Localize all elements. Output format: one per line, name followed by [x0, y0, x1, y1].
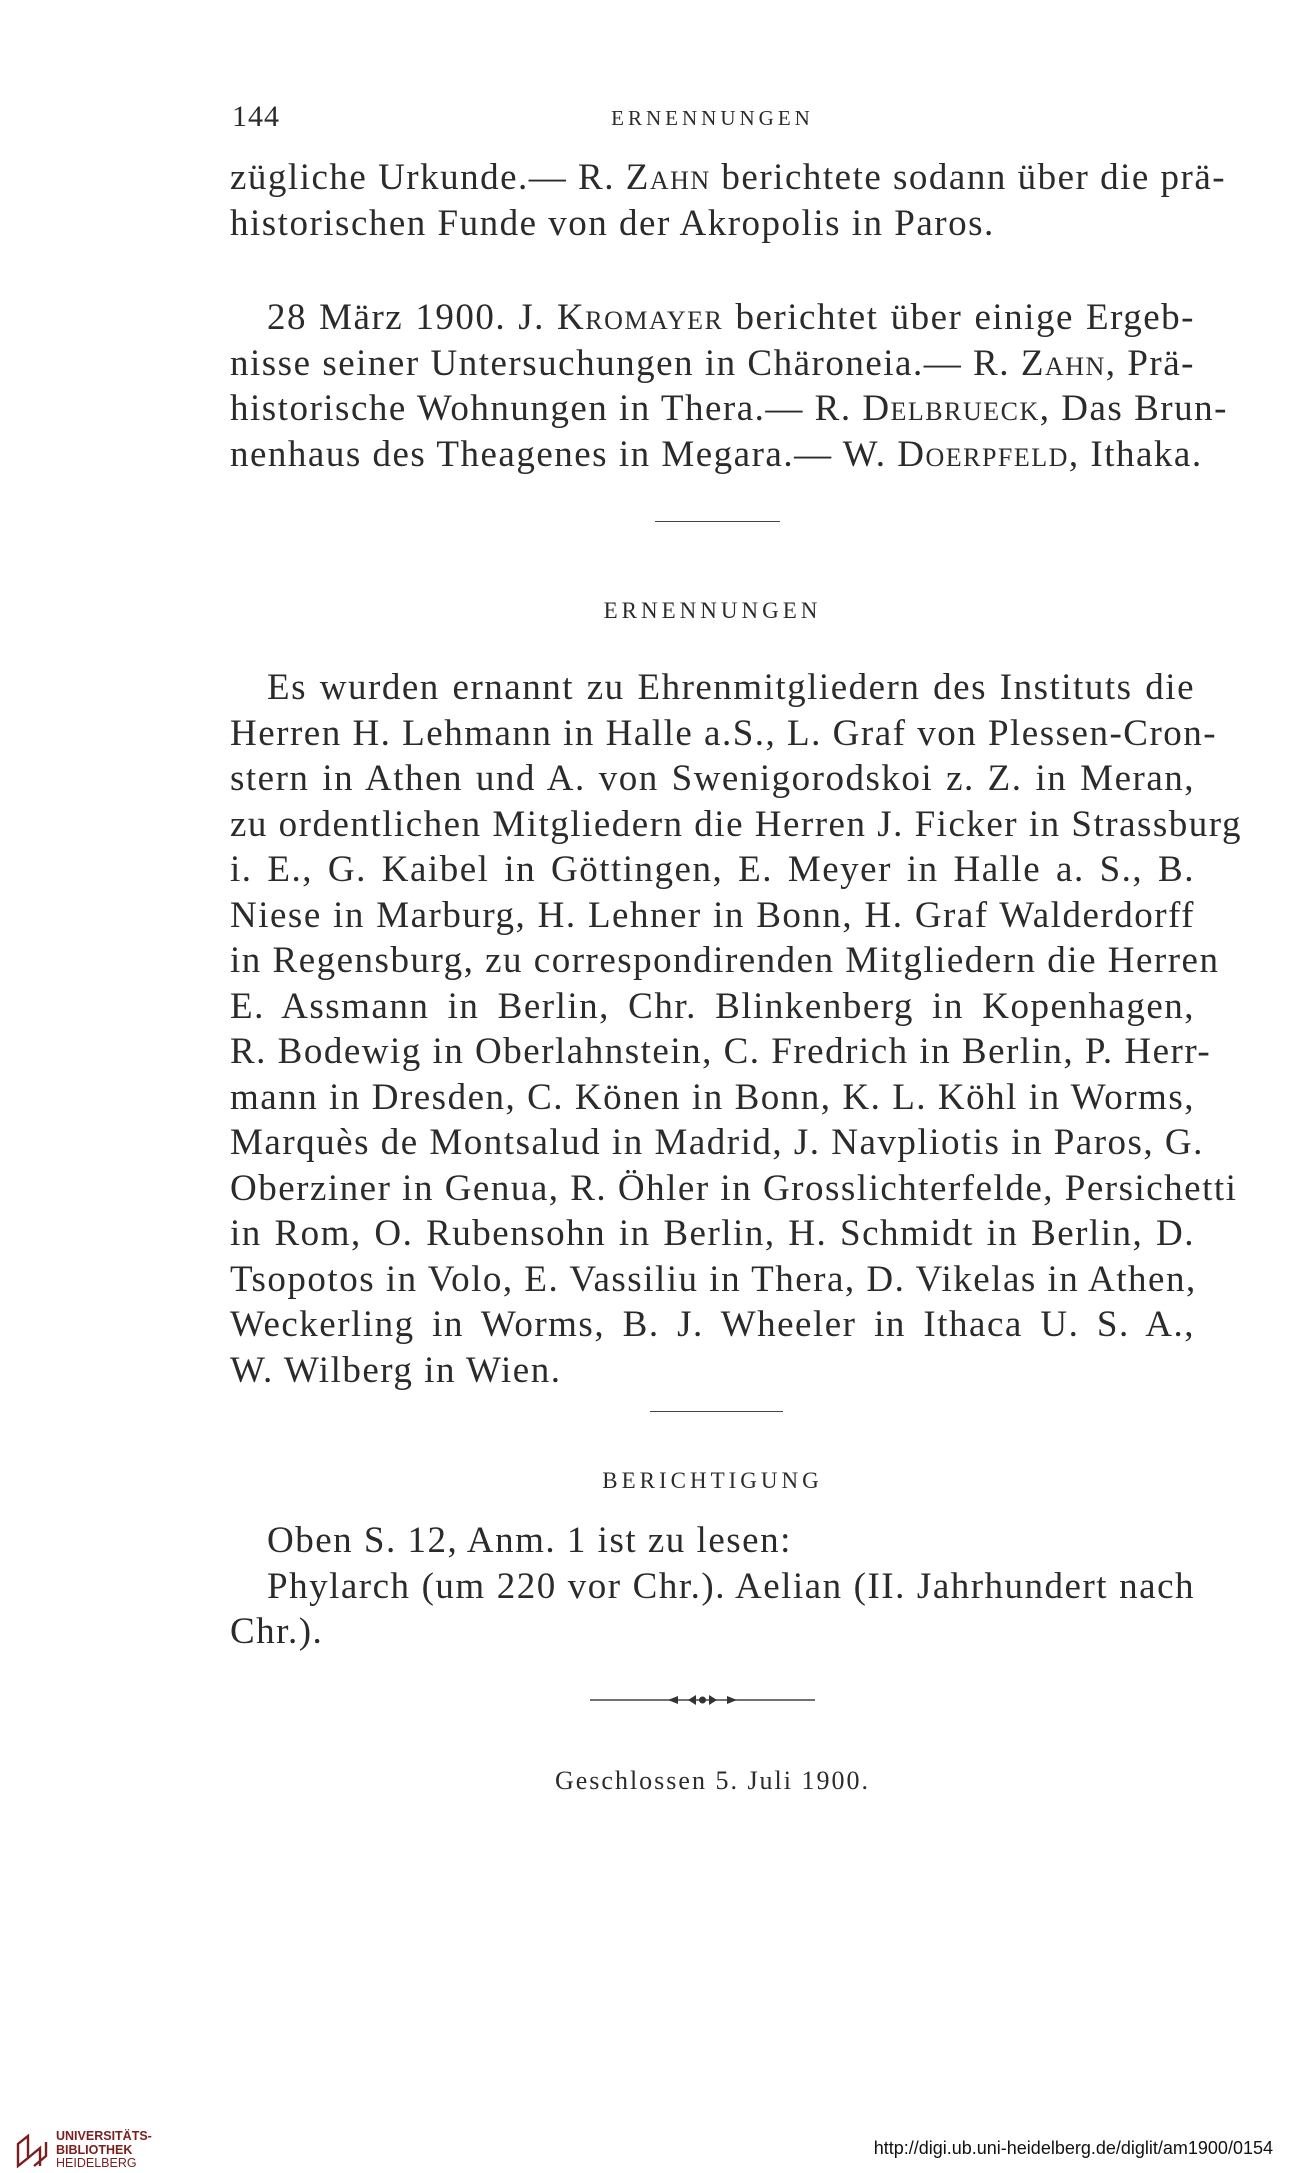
text-line: in Rom, O. Rubensohn in Berlin, H. Schmidt in Berlin, D.	[230, 1213, 1195, 1254]
text-line: stern in Athen und A. von Swenigorodskoi z. Z. in Meran,	[230, 758, 1195, 799]
page-header	[230, 100, 1195, 140]
text-line: Herren H. Lehmann in Halle a.S., L. Graf von Plessen-Cron-	[230, 712, 1218, 754]
berichtigung-paragraph	[230, 1518, 1195, 1655]
text-line: 28 März 1900. J. Kromayer berichtet über einige Ergeb-	[267, 297, 1195, 338]
text-line: zügliche Urkunde.— R. Zahn berichtete sodann über die prä-	[230, 157, 1227, 198]
library-name-line: HEIDELBERG	[56, 2156, 137, 2170]
text-line: W. Wilberg in Wien.	[230, 1349, 562, 1391]
text-line: Es wurden ernannt zu Ehrenmitgliedern des Instituts die	[267, 667, 1195, 708]
author-name: Kromayer	[557, 297, 724, 338]
text-line: nenhaus des Theagenes in Megara.— W. Doerpfeld, Ithaka.	[230, 433, 1203, 475]
text-line: zu ordentlichen Mitgliedern die Herren J. Ficker in Strassburg	[230, 803, 1242, 845]
text-line: Oberziner in Genua, R. Öhler in Grosslichterfelde, Persichetti	[230, 1167, 1238, 1209]
page-number: 144	[232, 100, 280, 133]
intro-paragraph	[230, 155, 1227, 246]
source-url[interactable]: http://digi.ub.uni-heidelberg.de/diglit/am1900/0154	[873, 2138, 1273, 2158]
library-logo	[14, 2128, 184, 2172]
text-line: Oben S. 12, Anm. 1 ist zu lesen:	[267, 1520, 792, 1561]
text-line: historische Wohnungen in Thera.— R. Delbrueck, Das Brun-	[230, 388, 1228, 429]
text-line: Chr.).	[230, 1611, 324, 1652]
text-line: Marquès de Montsalud in Madrid, J. Navpliotis in Paros, G.	[230, 1122, 1204, 1163]
library-seal-icon	[14, 2132, 50, 2168]
heading-berichtigung: BERICHTIGUNG	[602, 1468, 823, 1493]
meeting-paragraph	[230, 295, 1228, 477]
text-line: mann in Dresden, C. Könen in Bonn, K. L. Köhl in Worms,	[230, 1076, 1195, 1118]
ornament-divider	[590, 1693, 815, 1707]
author-name: Zahn	[1020, 342, 1106, 384]
section-divider	[655, 521, 780, 522]
text-line: Phylarch (um 220 vor Chr.). Aelian (II. Jahrhundert nach	[267, 1565, 1195, 1607]
author-name: Delbrueck	[862, 388, 1040, 429]
section-divider	[650, 1411, 783, 1412]
running-title: ERNENNUNGEN	[611, 106, 814, 130]
text-line: in Regensburg, zu correspondirenden Mitgliedern die Herren	[230, 940, 1220, 981]
text-line: Weckerling in Worms, B. J. Wheeler in Ithaca U. S. A.,	[230, 1304, 1195, 1345]
library-name	[56, 2130, 152, 2171]
library-name-line: UNIVERSITÄTS-	[56, 2129, 152, 2143]
library-name-line: BIBLIOTHEK	[56, 2142, 133, 2157]
text-line: R. Bodewig in Oberlahnstein, C. Fredrich in Berlin, P. Herr-	[230, 1031, 1212, 1072]
text-line: historischen Funde von der Akropolis in Paros.	[230, 202, 995, 244]
ernennungen-paragraph	[230, 665, 1242, 1393]
text-line: nisse seiner Untersuchungen in Chäroneia.— R. Zahn, Prä-	[230, 342, 1195, 384]
author-name: Zahn	[625, 157, 711, 198]
author-name: Doerpfeld	[897, 433, 1069, 475]
heading-ernennungen: ERNENNUNGEN	[603, 598, 822, 623]
closing-date: Geschlossen 5. Juli 1900.	[554, 1766, 871, 1795]
text-line: E. Assmann in Berlin, Chr. Blinkenberg in Kopenhagen,	[230, 985, 1195, 1027]
text-line: Tsopotos in Volo, E. Vassiliu in Thera, D. Vikelas in Athen,	[230, 1258, 1197, 1300]
text-line: i. E., G. Kaibel in Göttingen, E. Meyer in Halle a. S., B.	[230, 849, 1195, 890]
text-line: Niese in Marburg, H. Lehner in Bonn, H. Graf Walderdorff	[230, 894, 1195, 936]
